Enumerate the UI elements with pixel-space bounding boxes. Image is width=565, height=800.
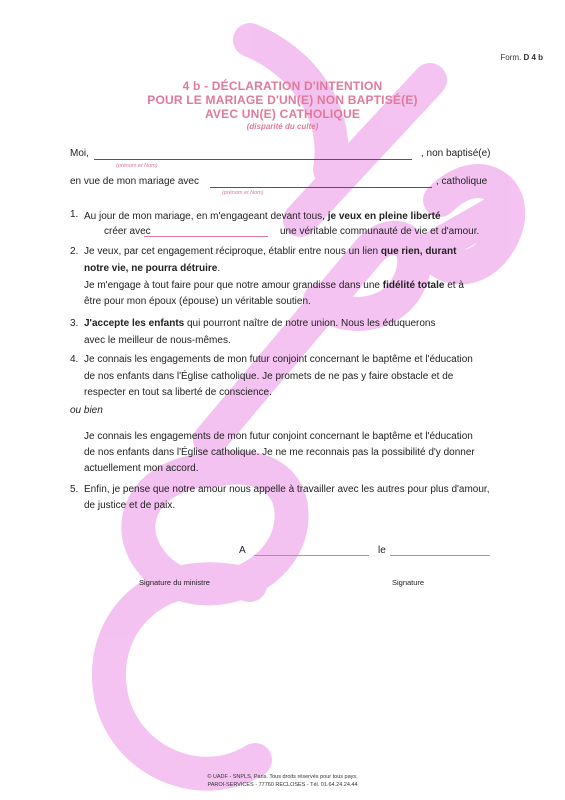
item-3-text-a: J'accepte les enfants — [84, 318, 185, 329]
item-3-line-2: avec le meilleur de nous-mêmes. — [84, 335, 231, 346]
item-5-line-1: Enfin, je pense que notre amour nous appelle à travailler avec les autres pour plus d'amour, — [84, 484, 490, 495]
form-reference — [500, 53, 543, 62]
title-line-3: AVEC UN(E) CATHOLIQUE — [204, 107, 361, 121]
item-3-number: 3. — [70, 318, 79, 329]
item-4-line-2: de nos enfants dans l'Église catholique. Je promets de ne pas y faire obstacle et de — [84, 371, 454, 382]
form-reference-prefix: Form. — [500, 53, 522, 62]
item-2-text-d: . — [217, 263, 221, 274]
item-3-line-1 — [84, 318, 436, 329]
item-2-text-c: notre vie, ne pourra détruire — [84, 263, 218, 274]
item-4bis-line-3: actuellement mon accord. — [84, 463, 199, 474]
item-2-line-4: être pour mon époux (épouse) un véritable soutien. — [84, 296, 311, 307]
item-4-line-3: respecter en tout sa liberté de conscience. — [84, 387, 272, 398]
conjoint-field-line[interactable] — [210, 187, 432, 188]
item-2-text-e: Je m'engage à tout faire pour que notre amour grandisse dans une — [84, 280, 383, 291]
title-line-1: 4 b - DÉCLARATION D'INTENTION — [182, 79, 383, 93]
item-2-line-1 — [84, 246, 456, 257]
item-2-number: 2. — [70, 246, 79, 257]
date-label: le — [378, 545, 386, 556]
ou-bien-label: ou bien — [70, 405, 103, 416]
item-4-line-1: Je connais les engagements de mon futur conjoint concernant le baptême et l'éducation — [84, 354, 473, 365]
form-reference-code: D 4 b — [523, 53, 543, 62]
footer-copyright: © UADF - SNPLS, Paris. Tous droits réservés pour tous pays. — [207, 774, 358, 780]
footer-address: PAROI-SERVICES - 77760 RECLOSES - Tél. 01.64.24.24.44 — [207, 782, 358, 788]
title-subtitle: (disparité du culte) — [246, 122, 319, 131]
moi-label: Moi, — [70, 148, 89, 159]
prenom-hint-2: (prénom et Nom) — [222, 190, 264, 196]
item-1-paragraph — [84, 209, 504, 226]
place-field-line[interactable] — [254, 555, 369, 556]
non-baptise-label: , non baptisé(e) — [421, 148, 491, 159]
place-label: A — [239, 545, 246, 556]
item-2-line-2 — [84, 263, 220, 274]
catholique-label: , catholique — [436, 176, 488, 187]
item-1-text-a: Au jour de mon mariage, en m'engageant devant tous, — [84, 211, 328, 222]
item-3-text-b: qui pourront naître de notre union. Nous les éduquerons — [184, 318, 436, 329]
en-vue-label: en vue de mon mariage avec — [70, 176, 199, 187]
item-4bis-line-2: de nos enfants dans l'Église catholique. Je ne me reconnais pas la possibilité d'y donner — [84, 447, 475, 458]
item-2-text-f: fidélité totale — [382, 280, 445, 291]
conjoint-field-line-2[interactable] — [144, 236, 268, 237]
signature-label: Signature — [392, 578, 425, 587]
item-1-text-b: je veux en pleine liberté — [327, 211, 441, 222]
item-1-number: 1. — [70, 209, 79, 220]
item-5-line-2: de justice et de paix. — [84, 500, 176, 511]
item-1-text-d: une véritable communauté de vie et d'amour. — [280, 226, 480, 237]
item-1-text-c: créer avec — [104, 226, 151, 237]
item-2-line-3 — [84, 280, 464, 291]
item-5-number: 5. — [70, 484, 79, 495]
item-4bis-line-1: Je connais les engagements de mon futur conjoint concernant le baptême et l'éducation — [84, 431, 473, 442]
item-2-text-a: Je veux, par cet engagement réciproque, établir entre nous un lien — [84, 246, 381, 257]
item-2-text-g: et à — [444, 280, 464, 291]
prenom-hint-1: (prénom et Nom) — [116, 163, 158, 169]
nom-field-line[interactable] — [94, 159, 412, 160]
item-2-text-b: que rien, durant — [380, 246, 457, 257]
item-4-number: 4. — [70, 354, 79, 365]
date-field-line[interactable] — [390, 555, 490, 556]
title-line-2: POUR LE MARIAGE D'UN(E) NON BAPTISÉ(E) — [147, 93, 418, 107]
signature-ministre-label: Signature du ministre — [139, 578, 210, 587]
